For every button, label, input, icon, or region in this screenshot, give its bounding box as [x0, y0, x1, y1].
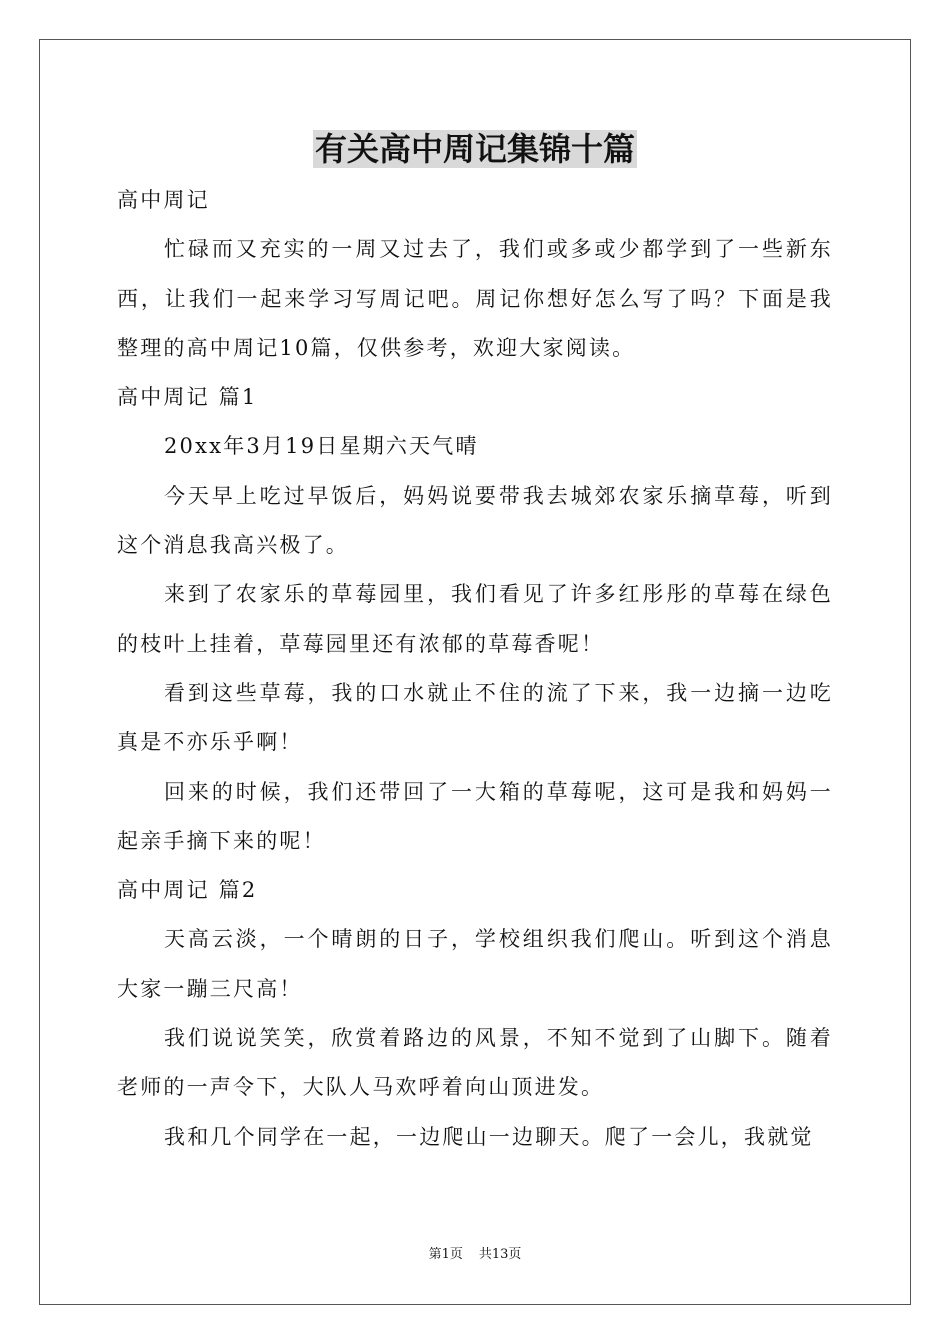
- paragraph: 我们说说笑笑，欣赏着路边的风景，不知不觉到了山脚下。随着老师的一声令下，大队人马欢呼着向山顶进发。: [117, 1026, 833, 1100]
- paragraph: 忙碌而又充实的一周又过去了，我们或多或少都学到了一些新东西，让我们一起来学习写周记吧。周记你想好怎么写了吗？下面是我整理的高中周记10篇，仅供参考，欢迎大家阅读。: [117, 237, 833, 360]
- paragraph: 我和几个同学在一起，一边爬山一边聊天。爬了一会儿，我就觉: [164, 1124, 814, 1149]
- paragraph: 今天早上吃过早饭后，妈妈说要带我去城郊农家乐摘草莓，听到这个消息我高兴极了。: [117, 483, 833, 558]
- page-number: 第1页: [428, 1247, 463, 1262]
- paragraph: 来到了农家乐的草莓园里，我们看见了许多红彤彤的草莓在绿色的枝叶上挂着，草莓园里还有浓郁的草莓香呢！: [117, 582, 833, 656]
- document-title: [0, 128, 950, 170]
- page-total: 共13页: [478, 1247, 522, 1262]
- paragraph: 20xx年3月19日星期六天气晴: [164, 434, 479, 459]
- paragraph: 天高云淡，一个晴朗的日子，学校组织我们爬山。听到这个消息大家一蹦三尺高！: [117, 927, 833, 1001]
- document-body: [117, 176, 833, 1162]
- paragraph: 回来的时候，我们还带回了一大箱的草莓呢，这可是我和妈妈一起亲手摘下来的呢！: [117, 779, 833, 853]
- page-footer: [0, 1246, 950, 1264]
- paragraph: 看到这些草莓，我的口水就止不住的流了下来，我一边摘一边吃真是不亦乐乎啊！: [117, 680, 833, 755]
- paragraph: 高中周记: [117, 188, 210, 212]
- document-title-text: 有关高中周记集锦十篇: [314, 130, 635, 168]
- section-heading: 高中周记 篇1: [117, 385, 258, 410]
- section-heading: 高中周记 篇2: [117, 878, 258, 903]
